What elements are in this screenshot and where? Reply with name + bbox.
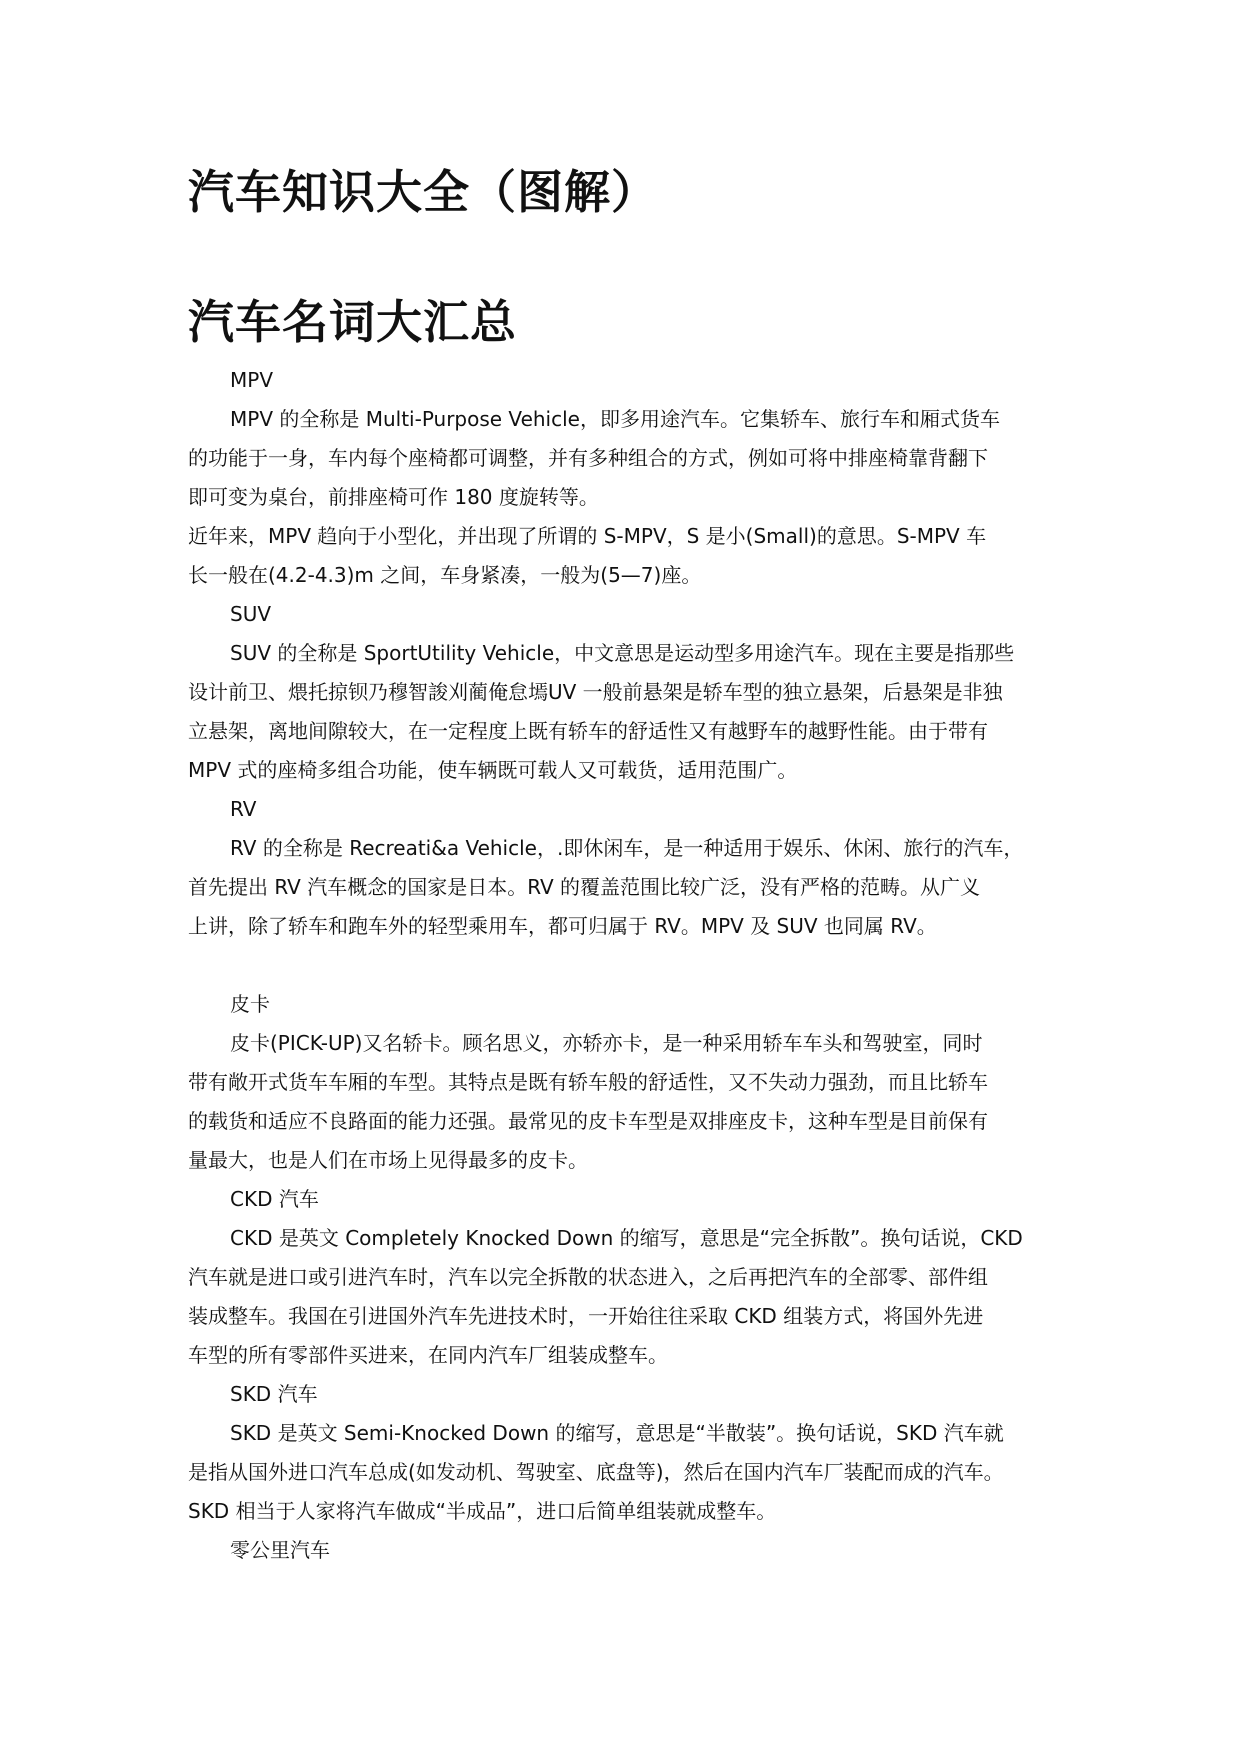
paragraph-rv-definition xyxy=(188,829,1058,946)
text-line: CKD 是英文 Completely Knocked Down 的缩写，意思是“完全拆散”。换句话说，CKD xyxy=(230,1226,1023,1250)
paragraph-mpv-trend xyxy=(188,517,1058,595)
entry-heading-rv: RV xyxy=(230,797,257,821)
text-line: MPV 式的座椅多组合功能，使车辆既可载人又可载货，适用范围广。 xyxy=(188,758,798,782)
entry-heading-zero-km: 零公里汽车 xyxy=(230,1538,330,1562)
text-line: 汽车就是进口或引进汽车时，汽车以完全拆散的状态进入，之后再把汽车的全部零、部件组 xyxy=(188,1265,988,1289)
text-line: MPV 的全称是 Multi-Purpose Vehicle，即多用途汽车。它集轿车、旅行车和厢式货车 xyxy=(230,407,1000,431)
text-line: SKD 是英文 Semi-Knocked Down 的缩写，意思是“半散装”。换句话说，SKD 汽车就 xyxy=(230,1421,1004,1445)
paragraph-mpv-definition xyxy=(188,400,1058,517)
document-body xyxy=(188,361,1058,1570)
text-line: 即可变为桌台，前排座椅可作 180 度旋转等。 xyxy=(188,485,599,509)
text-line: 带有敞开式货车车厢的车型。其特点是既有轿车般的舒适性，又不失动力强劲，而且比轿车 xyxy=(188,1070,988,1094)
entry-heading-skd: SKD 汽车 xyxy=(230,1382,318,1406)
text-line: 量最大，也是人们在市场上见得最多的皮卡。 xyxy=(188,1148,588,1172)
text-line: 的功能于一身，车内每个座椅都可调整，并有多种组合的方式，例如可将中排座椅靠背翻下 xyxy=(188,446,988,470)
text-line: 的载货和适应不良路面的能力还强。最常见的皮卡车型是双排座皮卡，这种车型是目前保有 xyxy=(188,1109,988,1133)
paragraph-skd-definition xyxy=(188,1414,1058,1531)
text-line: 车型的所有零部件买进来，在同内汽车厂组装成整车。 xyxy=(188,1343,668,1367)
text-line: 是指从国外进口汽车总成(如发动机、驾驶室、底盘等)，然后在国内汽车厂装配而成的汽车。 xyxy=(188,1460,1004,1484)
text-line: RV 的全称是 Recreati&a Vehicle，.即休闲车，是一种适用于娱乐、休闲、旅行的汽车， xyxy=(230,836,1024,860)
paragraph-ckd-definition xyxy=(188,1219,1058,1375)
text-line: 首先提出 RV 汽车概念的国家是日本。RV 的覆盖范围比较广泛，没有严格的范畴。从广义 xyxy=(188,875,981,899)
paragraph-suv-definition xyxy=(188,634,1058,790)
text-line: 立悬架，离地间隙较大，在一定程度上既有轿车的舒适性又有越野车的越野性能。由于带有 xyxy=(188,719,988,743)
entry-heading-mpv: MPV xyxy=(230,368,273,392)
text-line: 设计前卫、煨托掠钡乃穆智誜刈蔺俺怠墕UV 一般前悬架是轿车型的独立悬架，后悬架是非独 xyxy=(188,680,1003,704)
text-line: 装成整车。我国在引进国外汽车先进技术时，一开始往往采取 CKD 组装方式，将国外先进 xyxy=(188,1304,984,1328)
text-line: 皮卡(PICK-UP)又名轿卡。顾名思义，亦轿亦卡，是一种采用轿车车头和驾驶室，同时 xyxy=(230,1031,983,1055)
entry-heading-suv: SUV xyxy=(230,602,272,626)
text-line: 长一般在(4.2-4.3)m 之间，车身紧凑，一般为(5—7)座。 xyxy=(188,563,702,587)
text-line: SKD 相当于人家将汽车做成“半成品”，进口后简单组装就成整车。 xyxy=(188,1499,777,1523)
entry-heading-ckd: CKD 汽车 xyxy=(230,1187,319,1211)
text-line: 上讲，除了轿车和跑车外的轻型乘用车，都可归属于 RV。MPV 及 SUV 也同属 RV。 xyxy=(188,914,937,938)
section-title: 汽车名词大汇总 xyxy=(188,295,517,349)
entry-heading-pickup: 皮卡 xyxy=(230,992,270,1016)
paragraph-pickup-definition xyxy=(188,1024,1058,1180)
document-title: 汽车知识大全（图解） xyxy=(188,165,658,219)
blank-line xyxy=(188,946,1058,985)
text-line: SUV 的全称是 SportUtility Vehicle，中文意思是运动型多用途汽车。现在主要是指那些 xyxy=(230,641,1015,665)
text-line: 近年来，MPV 趋向于小型化，并出现了所谓的 S-MPV，S 是小(Small)的意思。S-MPV 车 xyxy=(188,524,987,548)
